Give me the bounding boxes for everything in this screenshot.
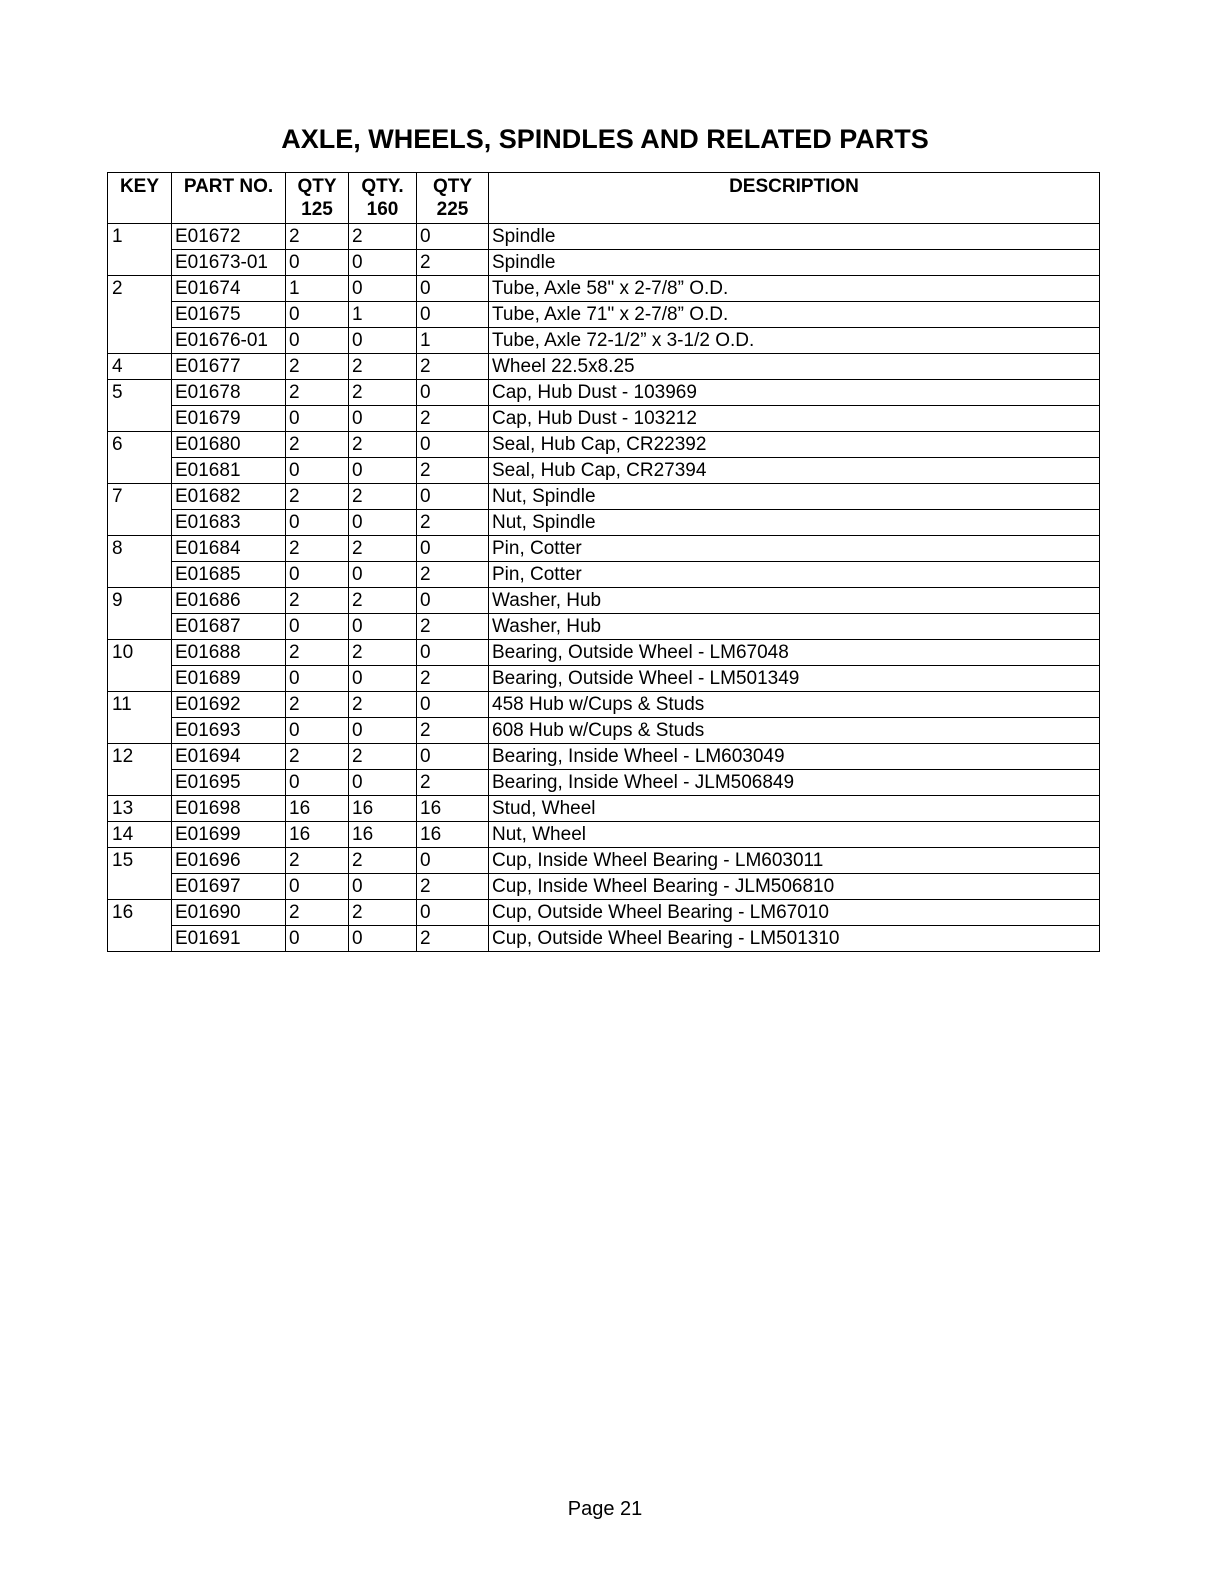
- description-cell: Tube, Axle 58" x 2-7/8” O.D.: [489, 276, 1100, 302]
- qty-125-cell: 0: [286, 874, 349, 900]
- qty-160-cell: 2: [349, 588, 417, 614]
- part-number-cell: E01675: [172, 302, 286, 328]
- qty-125-cell: 2: [286, 484, 349, 510]
- key-cell: 12: [108, 744, 172, 796]
- qty-225-cell: 0: [417, 640, 489, 666]
- table-row: [108, 250, 1100, 276]
- qty-125-cell: 2: [286, 354, 349, 380]
- qty-160-cell: 0: [349, 874, 417, 900]
- table-row: [108, 588, 1100, 614]
- description-cell: Seal, Hub Cap, CR27394: [489, 458, 1100, 484]
- header-qty-225-label: QTY: [432, 176, 473, 197]
- description-cell: Nut, Spindle: [489, 484, 1100, 510]
- part-number-cell: E01698: [172, 796, 286, 822]
- qty-125-cell: 2: [286, 536, 349, 562]
- parts-table-body: [108, 224, 1100, 952]
- qty-225-cell: 0: [417, 536, 489, 562]
- qty-125-cell: 0: [286, 926, 349, 952]
- qty-160-cell: 0: [349, 770, 417, 796]
- description-cell: Cap, Hub Dust - 103212: [489, 406, 1100, 432]
- qty-225-cell: 2: [417, 510, 489, 536]
- part-number-cell: E01676-01: [172, 328, 286, 354]
- header-qty-160: [349, 173, 417, 224]
- qty-125-cell: 0: [286, 458, 349, 484]
- header-part-no: PART NO.: [172, 173, 286, 224]
- header-qty-225-model: 225: [436, 199, 469, 220]
- table-row: [108, 380, 1100, 406]
- qty-160-cell: 2: [349, 432, 417, 458]
- part-number-cell: E01693: [172, 718, 286, 744]
- qty-160-cell: 0: [349, 718, 417, 744]
- description-cell: Tube, Axle 72-1/2” x 3-1/2 O.D.: [489, 328, 1100, 354]
- qty-125-cell: 2: [286, 692, 349, 718]
- qty-125-cell: 0: [286, 770, 349, 796]
- description-cell: Nut, Wheel: [489, 822, 1100, 848]
- qty-160-cell: 2: [349, 536, 417, 562]
- table-row: [108, 848, 1100, 874]
- qty-125-cell: 2: [286, 224, 349, 250]
- description-cell: Nut, Spindle: [489, 510, 1100, 536]
- table-row: [108, 692, 1100, 718]
- qty-125-cell: 0: [286, 328, 349, 354]
- qty-160-cell: 0: [349, 562, 417, 588]
- qty-225-cell: 2: [417, 874, 489, 900]
- description-cell: Cup, Inside Wheel Bearing - LM603011: [489, 848, 1100, 874]
- description-cell: Tube, Axle 71" x 2-7/8” O.D.: [489, 302, 1100, 328]
- key-cell: 14: [108, 822, 172, 848]
- table-row: [108, 224, 1100, 250]
- description-cell: Bearing, Inside Wheel - LM603049: [489, 744, 1100, 770]
- qty-225-cell: 0: [417, 744, 489, 770]
- qty-225-cell: 2: [417, 718, 489, 744]
- description-cell: Pin, Cotter: [489, 562, 1100, 588]
- part-number-cell: E01691: [172, 926, 286, 952]
- qty-225-cell: 2: [417, 250, 489, 276]
- qty-160-cell: 1: [349, 302, 417, 328]
- description-cell: Spindle: [489, 250, 1100, 276]
- part-number-cell: E01699: [172, 822, 286, 848]
- qty-125-cell: 2: [286, 588, 349, 614]
- qty-225-cell: 0: [417, 380, 489, 406]
- qty-125-cell: 2: [286, 432, 349, 458]
- part-number-cell: E01688: [172, 640, 286, 666]
- part-number-cell: E01685: [172, 562, 286, 588]
- qty-125-cell: 0: [286, 510, 349, 536]
- qty-125-cell: 2: [286, 380, 349, 406]
- table-row: [108, 536, 1100, 562]
- key-cell: 11: [108, 692, 172, 744]
- table-row: [108, 302, 1100, 328]
- description-cell: Cup, Outside Wheel Bearing - LM501310: [489, 926, 1100, 952]
- key-cell: 8: [108, 536, 172, 588]
- table-row: [108, 484, 1100, 510]
- qty-160-cell: 0: [349, 250, 417, 276]
- qty-125-cell: 16: [286, 796, 349, 822]
- description-cell: Washer, Hub: [489, 614, 1100, 640]
- description-cell: Wheel 22.5x8.25: [489, 354, 1100, 380]
- qty-125-cell: 16: [286, 822, 349, 848]
- part-number-cell: E01677: [172, 354, 286, 380]
- qty-125-cell: 1: [286, 276, 349, 302]
- part-number-cell: E01697: [172, 874, 286, 900]
- description-cell: Bearing, Outside Wheel - LM67048: [489, 640, 1100, 666]
- key-cell: 5: [108, 380, 172, 432]
- qty-125-cell: 0: [286, 666, 349, 692]
- header-qty-125: [286, 173, 349, 224]
- qty-125-cell: 0: [286, 302, 349, 328]
- qty-225-cell: 0: [417, 432, 489, 458]
- table-row: [108, 796, 1100, 822]
- key-cell: 9: [108, 588, 172, 640]
- qty-225-cell: 2: [417, 458, 489, 484]
- qty-225-cell: 0: [417, 276, 489, 302]
- description-cell: Cap, Hub Dust - 103969: [489, 380, 1100, 406]
- qty-225-cell: 0: [417, 588, 489, 614]
- page-title: AXLE, WHEELS, SPINDLES AND RELATED PARTS: [281, 124, 929, 154]
- part-number-cell: E01673-01: [172, 250, 286, 276]
- key-cell: 13: [108, 796, 172, 822]
- table-row: [108, 640, 1100, 666]
- table-row: [108, 354, 1100, 380]
- qty-225-cell: 16: [417, 796, 489, 822]
- key-cell: 16: [108, 900, 172, 952]
- table-row: [108, 510, 1100, 536]
- description-cell: Pin, Cotter: [489, 536, 1100, 562]
- qty-225-cell: 0: [417, 484, 489, 510]
- part-number-cell: E01696: [172, 848, 286, 874]
- description-cell: Bearing, Inside Wheel - JLM506849: [489, 770, 1100, 796]
- qty-160-cell: 0: [349, 666, 417, 692]
- key-cell: 10: [108, 640, 172, 692]
- qty-160-cell: 0: [349, 926, 417, 952]
- table-row: [108, 666, 1100, 692]
- description-cell: Bearing, Outside Wheel - LM501349: [489, 666, 1100, 692]
- table-row: [108, 328, 1100, 354]
- qty-160-cell: 16: [349, 796, 417, 822]
- qty-160-cell: 2: [349, 900, 417, 926]
- description-cell: Washer, Hub: [489, 588, 1100, 614]
- qty-225-cell: 2: [417, 926, 489, 952]
- qty-125-cell: 2: [286, 900, 349, 926]
- header-description: DESCRIPTION: [489, 173, 1100, 224]
- qty-160-cell: 0: [349, 458, 417, 484]
- table-row: [108, 458, 1100, 484]
- table-row: [108, 874, 1100, 900]
- table-row: [108, 406, 1100, 432]
- qty-125-cell: 0: [286, 562, 349, 588]
- key-cell: 7: [108, 484, 172, 536]
- qty-225-cell: 16: [417, 822, 489, 848]
- part-number-cell: E01695: [172, 770, 286, 796]
- qty-125-cell: 2: [286, 744, 349, 770]
- qty-225-cell: 0: [417, 302, 489, 328]
- qty-225-cell: 0: [417, 224, 489, 250]
- part-number-cell: E01679: [172, 406, 286, 432]
- part-number-cell: E01680: [172, 432, 286, 458]
- part-number-cell: E01686: [172, 588, 286, 614]
- qty-160-cell: 2: [349, 380, 417, 406]
- header-qty-160-model: 160: [366, 199, 399, 220]
- part-number-cell: E01672: [172, 224, 286, 250]
- qty-225-cell: 1: [417, 328, 489, 354]
- part-number-cell: E01692: [172, 692, 286, 718]
- qty-160-cell: 2: [349, 848, 417, 874]
- table-row: [108, 900, 1100, 926]
- qty-160-cell: 2: [349, 354, 417, 380]
- table-row: [108, 276, 1100, 302]
- qty-225-cell: 0: [417, 692, 489, 718]
- table-row: [108, 432, 1100, 458]
- qty-160-cell: 16: [349, 822, 417, 848]
- key-cell: 2: [108, 276, 172, 354]
- table-row: [108, 614, 1100, 640]
- part-number-cell: E01687: [172, 614, 286, 640]
- part-number-cell: E01678: [172, 380, 286, 406]
- key-cell: 4: [108, 354, 172, 380]
- qty-125-cell: 0: [286, 406, 349, 432]
- qty-225-cell: 0: [417, 848, 489, 874]
- qty-125-cell: 0: [286, 614, 349, 640]
- part-number-cell: E01684: [172, 536, 286, 562]
- description-cell: Spindle: [489, 224, 1100, 250]
- part-number-cell: E01683: [172, 510, 286, 536]
- key-cell: 15: [108, 848, 172, 900]
- table-row: [108, 822, 1100, 848]
- qty-160-cell: 2: [349, 692, 417, 718]
- key-cell: 1: [108, 224, 172, 276]
- qty-160-cell: 2: [349, 224, 417, 250]
- header-qty-125-model: 125: [301, 199, 333, 220]
- table-row: [108, 926, 1100, 952]
- part-number-cell: E01682: [172, 484, 286, 510]
- part-number-cell: E01681: [172, 458, 286, 484]
- qty-160-cell: 2: [349, 744, 417, 770]
- qty-160-cell: 0: [349, 614, 417, 640]
- table-row: [108, 770, 1100, 796]
- page-number: Page 21: [567, 1498, 643, 1520]
- table-row: [108, 718, 1100, 744]
- qty-125-cell: 0: [286, 250, 349, 276]
- qty-125-cell: 2: [286, 848, 349, 874]
- table-row: [108, 562, 1100, 588]
- qty-225-cell: 2: [417, 666, 489, 692]
- table-row: [108, 744, 1100, 770]
- qty-225-cell: 2: [417, 354, 489, 380]
- qty-225-cell: 2: [417, 614, 489, 640]
- header-qty-160-label: QTY.: [361, 176, 404, 197]
- part-number-cell: E01690: [172, 900, 286, 926]
- qty-160-cell: 2: [349, 484, 417, 510]
- header-key: KEY: [108, 173, 172, 224]
- table-header-row: [108, 173, 1100, 224]
- qty-225-cell: 2: [417, 406, 489, 432]
- key-cell: 6: [108, 432, 172, 484]
- part-number-cell: E01694: [172, 744, 286, 770]
- part-number-cell: E01689: [172, 666, 286, 692]
- qty-125-cell: 0: [286, 718, 349, 744]
- description-cell: Cup, Inside Wheel Bearing - JLM506810: [489, 874, 1100, 900]
- header-qty-125-label: QTY: [297, 176, 337, 197]
- parts-table: [107, 172, 1100, 952]
- description-cell: Cup, Outside Wheel Bearing - LM67010: [489, 900, 1100, 926]
- header-qty-225: [417, 173, 489, 224]
- qty-160-cell: 0: [349, 406, 417, 432]
- qty-160-cell: 0: [349, 328, 417, 354]
- qty-160-cell: 0: [349, 276, 417, 302]
- part-number-cell: E01674: [172, 276, 286, 302]
- qty-225-cell: 2: [417, 562, 489, 588]
- description-cell: 458 Hub w/Cups & Studs: [489, 692, 1100, 718]
- qty-125-cell: 2: [286, 640, 349, 666]
- qty-225-cell: 2: [417, 770, 489, 796]
- description-cell: Seal, Hub Cap, CR22392: [489, 432, 1100, 458]
- description-cell: Stud, Wheel: [489, 796, 1100, 822]
- qty-160-cell: 2: [349, 640, 417, 666]
- qty-225-cell: 0: [417, 900, 489, 926]
- qty-160-cell: 0: [349, 510, 417, 536]
- description-cell: 608 Hub w/Cups & Studs: [489, 718, 1100, 744]
